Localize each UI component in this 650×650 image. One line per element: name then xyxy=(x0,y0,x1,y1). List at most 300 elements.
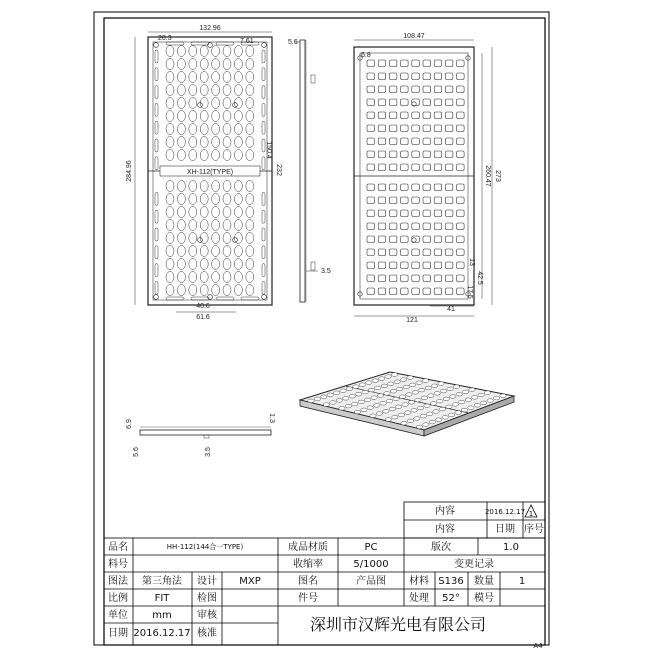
back-cell xyxy=(389,73,397,80)
back-cell xyxy=(434,151,442,158)
dim-front-pitch-b: 232 xyxy=(275,164,282,176)
dim-back-height-a: 260.47 xyxy=(484,165,491,187)
side-slot-right xyxy=(262,139,265,152)
back-cell xyxy=(457,86,465,93)
lens-ellipse xyxy=(246,194,254,205)
lens-ellipse xyxy=(189,272,197,283)
iso-lens xyxy=(423,423,429,427)
lens-ellipse xyxy=(223,272,231,283)
back-cell xyxy=(389,236,397,243)
dim-back-small: 6.8 xyxy=(361,52,371,59)
back-cell xyxy=(367,60,375,67)
back-cell xyxy=(457,197,465,204)
lens-ellipse xyxy=(246,272,254,283)
lens-ellipse xyxy=(166,98,174,109)
iso-lens xyxy=(371,396,377,400)
lens-ellipse xyxy=(200,259,208,270)
lens-ellipse xyxy=(223,285,231,296)
lens-ellipse xyxy=(234,46,242,57)
iso-lens xyxy=(392,415,398,419)
iso-lens xyxy=(481,401,487,405)
dim-section-center: 3.5 xyxy=(205,447,212,457)
back-cell xyxy=(412,275,420,282)
side-slot-left xyxy=(155,281,158,294)
back-cell xyxy=(412,125,420,132)
back-cell xyxy=(389,151,397,158)
value-process: 52° xyxy=(442,593,460,604)
mounting-hole xyxy=(262,295,267,300)
iso-lens xyxy=(327,393,333,397)
back-cell xyxy=(423,223,431,230)
back-cell xyxy=(423,73,431,80)
back-cell xyxy=(457,60,465,67)
lens-ellipse xyxy=(189,207,197,218)
back-cell xyxy=(445,236,453,243)
iso-lens xyxy=(330,401,336,405)
back-cell xyxy=(401,151,409,158)
lens-ellipse xyxy=(166,150,174,161)
back-cell xyxy=(434,125,442,132)
back-cell xyxy=(378,249,386,256)
side-view-tab-bottom xyxy=(311,262,315,270)
iso-lens xyxy=(321,395,327,399)
lens-ellipse xyxy=(246,246,254,257)
dim-side-bottom: 3.5 xyxy=(321,268,331,275)
iso-lens xyxy=(430,402,436,406)
iso-lens xyxy=(447,387,453,391)
back-cell xyxy=(423,151,431,158)
back-cell xyxy=(389,184,397,191)
side-view-tab-top xyxy=(311,75,315,83)
lens-ellipse xyxy=(234,181,242,192)
back-cell xyxy=(423,184,431,191)
iso-lens xyxy=(403,385,409,389)
back-cell xyxy=(412,112,420,119)
back-cell xyxy=(457,262,465,269)
top-slot xyxy=(216,42,234,45)
lens-ellipse xyxy=(200,72,208,83)
top-slot xyxy=(166,42,184,45)
lens-ellipse xyxy=(200,46,208,57)
iso-lens xyxy=(416,425,422,429)
back-cell xyxy=(434,262,442,269)
iso-lens xyxy=(352,402,358,406)
back-cell xyxy=(457,184,465,191)
iso-lens xyxy=(366,381,372,385)
value-name: HH-112(144合一TYPE) xyxy=(166,543,244,551)
iso-lens xyxy=(442,416,448,420)
iso-lens xyxy=(397,387,403,391)
dim-front-bottom-a: 61.6 xyxy=(196,314,210,321)
back-cell xyxy=(423,138,431,145)
iso-lens xyxy=(353,385,359,389)
value-design: MXP xyxy=(239,576,261,587)
front-view xyxy=(126,25,282,321)
label-drawing-name: 图名 xyxy=(298,576,318,587)
lens-ellipse xyxy=(212,194,220,205)
iso-lens xyxy=(402,403,408,407)
lens-ellipse xyxy=(212,150,220,161)
back-cell xyxy=(434,236,442,243)
iso-lens xyxy=(416,381,422,385)
iso-lens xyxy=(406,393,412,397)
isometric-view xyxy=(300,372,514,436)
side-slot-left xyxy=(155,210,158,223)
lens-ellipse xyxy=(177,233,185,244)
back-cell xyxy=(445,197,453,204)
label-part: 料号 xyxy=(108,559,128,570)
back-cell xyxy=(423,275,431,282)
lens-ellipse xyxy=(234,285,242,296)
lens-ellipse xyxy=(223,98,231,109)
lens-ellipse xyxy=(246,124,254,135)
back-cell xyxy=(412,73,420,80)
lens-ellipse xyxy=(189,246,197,257)
back-cell xyxy=(445,288,453,295)
dim-side-top: 5.6 xyxy=(288,39,298,46)
iso-lens xyxy=(336,399,342,403)
lens-ellipse xyxy=(166,233,174,244)
iso-lens xyxy=(386,399,392,403)
iso-lens xyxy=(420,414,426,418)
side-slot-right xyxy=(262,103,265,116)
side-slot-left xyxy=(155,192,158,205)
iso-lens xyxy=(354,410,360,414)
back-cell xyxy=(445,262,453,269)
lens-ellipse xyxy=(189,124,197,135)
back-cell xyxy=(378,164,386,171)
back-cell xyxy=(367,210,375,217)
back-cell xyxy=(412,138,420,145)
lens-ellipse xyxy=(189,111,197,122)
label-material: 成品材质 xyxy=(288,542,328,553)
side-slot-left xyxy=(155,121,158,134)
back-cell xyxy=(457,125,465,132)
back-cell xyxy=(367,262,375,269)
lens-ellipse xyxy=(246,259,254,270)
value-material2: S136 xyxy=(438,576,464,587)
mounting-hole xyxy=(233,238,238,243)
iso-lens xyxy=(429,420,435,424)
lens-ellipse xyxy=(189,46,197,57)
lens-ellipse xyxy=(212,46,220,57)
back-cell xyxy=(389,164,397,171)
back-cell xyxy=(367,197,375,204)
iso-lens xyxy=(339,407,345,411)
iso-lens xyxy=(358,400,364,404)
back-cell xyxy=(389,288,397,295)
lens-ellipse xyxy=(212,272,220,283)
lens-ellipse xyxy=(246,137,254,148)
side-slot-left xyxy=(155,157,158,170)
iso-lens xyxy=(395,405,401,409)
back-cell xyxy=(378,151,386,158)
lens-ellipse xyxy=(223,181,231,192)
value-drawing-name: 产品图 xyxy=(356,576,386,587)
lens-ellipse xyxy=(166,72,174,83)
back-cell xyxy=(367,249,375,256)
lens-ellipse xyxy=(223,111,231,122)
bottom-slot xyxy=(191,297,209,300)
side-slot-right xyxy=(262,246,265,259)
label-qty: 数量 xyxy=(474,576,494,587)
back-cell xyxy=(378,138,386,145)
dim-section-left-a: 6.9 xyxy=(126,419,133,429)
lens-ellipse xyxy=(189,181,197,192)
back-cell xyxy=(445,99,453,106)
lens-ellipse xyxy=(166,220,174,231)
lens-ellipse xyxy=(166,285,174,296)
back-cell xyxy=(401,73,409,80)
back-cell xyxy=(434,60,442,67)
lens-ellipse xyxy=(177,98,185,109)
iso-lens xyxy=(493,396,499,400)
dim-back-height-b: 273 xyxy=(494,170,501,182)
back-cell xyxy=(434,73,442,80)
back-cell xyxy=(412,262,420,269)
iso-lens xyxy=(407,376,413,380)
lens-ellipse xyxy=(177,72,185,83)
back-cell xyxy=(423,99,431,106)
back-cell xyxy=(401,210,409,217)
back-hole xyxy=(412,238,416,242)
back-cell xyxy=(434,184,442,191)
lens-ellipse xyxy=(234,272,242,283)
side-slot-right xyxy=(262,228,265,241)
rev-col-seq: 序号 xyxy=(524,524,544,535)
dim-front-pitch-a: 150.4 xyxy=(265,141,272,159)
lens-ellipse xyxy=(166,246,174,257)
iso-lens xyxy=(394,380,400,384)
iso-lens xyxy=(323,403,329,407)
company-name: 深圳市汉辉光电有限公司 xyxy=(309,615,487,634)
lens-ellipse xyxy=(200,272,208,283)
iso-lens xyxy=(343,397,349,401)
iso-lens xyxy=(468,406,474,410)
iso-lens xyxy=(362,390,368,394)
side-slot-left xyxy=(155,246,158,259)
back-cell xyxy=(412,151,420,158)
back-cell xyxy=(367,73,375,80)
lens-ellipse xyxy=(200,220,208,231)
iso-lens xyxy=(474,404,480,408)
lens-ellipse xyxy=(223,207,231,218)
iso-lens xyxy=(438,382,444,386)
iso-lens xyxy=(384,392,390,396)
lens-ellipse xyxy=(234,85,242,96)
lens-ellipse xyxy=(177,220,185,231)
iso-lens xyxy=(436,418,442,422)
back-cell xyxy=(445,125,453,132)
lens-ellipse xyxy=(246,220,254,231)
lens-ellipse xyxy=(246,46,254,57)
back-cell xyxy=(445,164,453,171)
lens-ellipse xyxy=(177,124,185,135)
back-cell xyxy=(367,125,375,132)
lens-ellipse xyxy=(189,220,197,231)
iso-lens xyxy=(439,407,445,411)
iso-lens xyxy=(412,391,418,395)
lens-ellipse xyxy=(212,246,220,257)
back-cell xyxy=(445,60,453,67)
iso-lens xyxy=(453,385,459,389)
iso-lens xyxy=(398,413,404,417)
lens-ellipse xyxy=(189,72,197,83)
lens-ellipse xyxy=(223,46,231,57)
back-cell xyxy=(457,112,465,119)
back-cell xyxy=(423,60,431,67)
back-cell xyxy=(445,86,453,93)
lens-ellipse xyxy=(223,59,231,70)
dim-front-top-b: 7.61 xyxy=(240,38,254,45)
label-date: 日期 xyxy=(108,628,128,639)
back-cell xyxy=(401,86,409,93)
lens-ellipse xyxy=(246,285,254,296)
dim-back-right-b: 17.5 xyxy=(466,285,473,299)
lens-ellipse xyxy=(166,194,174,205)
lens-ellipse xyxy=(200,150,208,161)
lens-ellipse xyxy=(200,137,208,148)
lens-ellipse xyxy=(223,85,231,96)
section-view-body xyxy=(140,430,271,435)
label-design: 设计 xyxy=(197,576,217,587)
lens-ellipse xyxy=(246,59,254,70)
back-cell xyxy=(423,86,431,93)
side-view-body xyxy=(300,40,305,302)
back-cell xyxy=(445,223,453,230)
iso-lens xyxy=(391,373,397,377)
iso-lens xyxy=(364,398,370,402)
side-slot-right xyxy=(262,281,265,294)
lens-ellipse xyxy=(200,124,208,135)
lens-ellipse xyxy=(246,181,254,192)
iso-lens xyxy=(487,399,493,403)
lens-ellipse xyxy=(212,220,220,231)
back-cell xyxy=(445,249,453,256)
lens-ellipse xyxy=(223,246,231,257)
iso-lens xyxy=(378,377,384,381)
iso-lens xyxy=(390,389,396,393)
iso-lens xyxy=(421,396,427,400)
iso-lens xyxy=(381,384,387,388)
lens-ellipse xyxy=(177,285,185,296)
back-cell xyxy=(434,197,442,204)
iso-lens xyxy=(455,411,461,415)
back-cell xyxy=(434,112,442,119)
lens-ellipse xyxy=(234,207,242,218)
label-check: 检图 xyxy=(197,593,217,604)
lens-ellipse xyxy=(177,246,185,257)
lens-ellipse xyxy=(223,124,231,135)
rev-col-content: 内容 xyxy=(435,524,455,535)
iso-lens xyxy=(411,408,417,412)
back-cell xyxy=(423,236,431,243)
label-version: 版次 xyxy=(431,542,451,553)
lens-ellipse xyxy=(234,72,242,83)
change-record: 变更记录 xyxy=(454,559,494,570)
back-cell xyxy=(389,197,397,204)
back-cell xyxy=(445,138,453,145)
iso-lens xyxy=(469,388,475,392)
iso-lens xyxy=(484,391,490,395)
label-scale: 比例 xyxy=(108,593,128,604)
lens-ellipse xyxy=(246,233,254,244)
back-cell xyxy=(445,184,453,191)
back-cell xyxy=(367,86,375,93)
lens-ellipse xyxy=(234,150,242,161)
lens-ellipse xyxy=(166,259,174,270)
lens-ellipse xyxy=(223,220,231,231)
value-shrink: 5/1000 xyxy=(353,559,389,570)
lens-ellipse xyxy=(177,85,185,96)
iso-lens xyxy=(434,392,440,396)
label-unit: 单位 xyxy=(108,610,128,621)
iso-lens xyxy=(440,389,446,393)
back-cell xyxy=(401,275,409,282)
back-cell xyxy=(401,184,409,191)
lens-ellipse xyxy=(177,59,185,70)
lens-ellipse xyxy=(212,111,220,122)
iso-lens xyxy=(380,401,386,405)
back-cell xyxy=(434,164,442,171)
back-cell xyxy=(401,164,409,171)
back-cell xyxy=(423,210,431,217)
back-cell xyxy=(423,164,431,171)
side-slot-right xyxy=(262,121,265,134)
lens-ellipse xyxy=(234,98,242,109)
dim-section-right: 1.3 xyxy=(268,413,275,423)
iso-lens xyxy=(433,410,439,414)
back-cell xyxy=(423,249,431,256)
mounting-hole xyxy=(154,43,159,48)
back-cell xyxy=(378,99,386,106)
lens-ellipse xyxy=(189,98,197,109)
lens-ellipse xyxy=(246,72,254,83)
back-cell xyxy=(401,223,409,230)
iso-lens xyxy=(377,394,383,398)
iso-lens xyxy=(308,399,314,403)
back-cell xyxy=(434,99,442,106)
lens-ellipse xyxy=(166,111,174,122)
iso-lens xyxy=(399,395,405,399)
iso-lens xyxy=(452,403,458,407)
back-cell xyxy=(445,275,453,282)
dim-back-right-c: 13 xyxy=(468,258,475,266)
iso-lens xyxy=(389,407,395,411)
iso-lens xyxy=(459,400,465,404)
iso-lens xyxy=(465,398,471,402)
label-item: 件号 xyxy=(298,593,318,604)
lens-ellipse xyxy=(223,194,231,205)
side-slot-right xyxy=(262,157,265,170)
value-version: 1.0 xyxy=(503,542,519,553)
dim-front-width: 132.96 xyxy=(199,25,221,32)
iso-lens xyxy=(428,394,434,398)
back-cell xyxy=(401,197,409,204)
lens-ellipse xyxy=(212,259,220,270)
lens-ellipse xyxy=(212,72,220,83)
iso-lens xyxy=(417,406,423,410)
lens-ellipse xyxy=(223,233,231,244)
iso-lens xyxy=(422,379,428,383)
lens-ellipse xyxy=(212,181,220,192)
back-cell xyxy=(389,275,397,282)
back-cell xyxy=(401,288,409,295)
lens-ellipse xyxy=(246,207,254,218)
iso-lens xyxy=(401,421,407,425)
back-cell xyxy=(378,288,386,295)
lens-ellipse xyxy=(234,111,242,122)
